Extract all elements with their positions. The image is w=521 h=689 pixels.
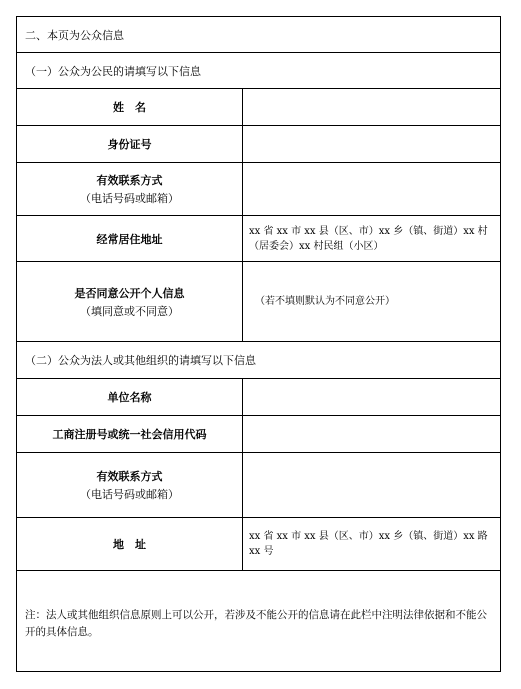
citizen-address-field[interactable] [243,216,500,261]
citizen-consent-label: 是否同意公开个人信息 [74,286,185,300]
citizen-id-row [17,126,500,163]
org-address-value: xx 省 xx 市 xx 县（区、市）xx 乡（镇、街道）xx 路 xx 号 [249,531,488,557]
org-address-label-cell [17,518,243,570]
citizen-id-label-cell [17,126,243,162]
org-contact-sub: （电话号码或邮箱） [80,488,179,501]
citizen-contact-label-cell [17,163,243,215]
citizen-address-value: xx 省 xx 市 xx 县（区、市）xx 乡（镇、街道）xx 村（居委会）xx 村民组（小区） [249,225,488,252]
org-address-row [17,518,500,571]
citizen-consent-label-cell [17,262,243,341]
org-contact-field[interactable] [243,453,500,517]
org-contact-row [17,453,500,518]
org-reg-row [17,416,500,453]
note-text[interactable]: 注：法人或其他组织信息原则上可以公开，若涉及不能公开的信息请在此栏中注明法律依据和不能公开的具体信息。 [25,609,487,638]
citizen-address-row [17,216,500,262]
org-unit-label: 单位名称 [107,391,152,404]
org-unit-label-cell [17,379,243,415]
citizen-name-label-cell [17,89,243,125]
citizen-heading: （一）公众为公民的请填写以下信息 [25,64,201,78]
org-address-label: 地 址 [113,538,146,551]
org-reg-label-cell [17,416,243,452]
org-unit-row [17,379,500,416]
org-reg-label: 工商注册号或统一社会信用代码 [52,428,207,441]
citizen-address-label: 经常居住地址 [96,232,163,246]
citizen-name-field[interactable] [243,89,500,125]
org-address-field[interactable] [243,518,500,570]
org-reg-field[interactable] [243,416,500,452]
citizen-consent-sub: （填同意或不同意） [80,304,179,318]
citizen-address-label-cell [17,216,243,261]
citizen-name-label: 姓 名 [113,101,146,114]
citizen-consent-field[interactable] [243,262,500,341]
org-unit-field[interactable] [243,379,500,415]
org-contact-label: 有效联系方式 [96,470,163,483]
public-info-form [16,16,501,672]
note-row [17,571,500,671]
citizen-consent-row [17,262,500,342]
citizen-consent-value: （若不填则默认为不同意公开） [255,296,395,307]
citizen-name-row [17,89,500,126]
section-title: 二、本页为公众信息 [25,28,124,42]
org-contact-label-cell [17,453,243,517]
citizen-contact-field[interactable] [243,163,500,215]
org-heading-row [17,342,500,379]
citizen-contact-label: 有效联系方式 [96,174,163,187]
citizen-contact-sub: （电话号码或邮箱） [80,192,179,205]
citizen-heading-row [17,53,500,89]
citizen-id-field[interactable] [243,126,500,162]
section-header-row [17,17,500,53]
citizen-id-label: 身份证号 [107,138,152,151]
citizen-contact-row [17,163,500,216]
org-heading: （二）公众为法人或其他组织的请填写以下信息 [25,354,256,367]
